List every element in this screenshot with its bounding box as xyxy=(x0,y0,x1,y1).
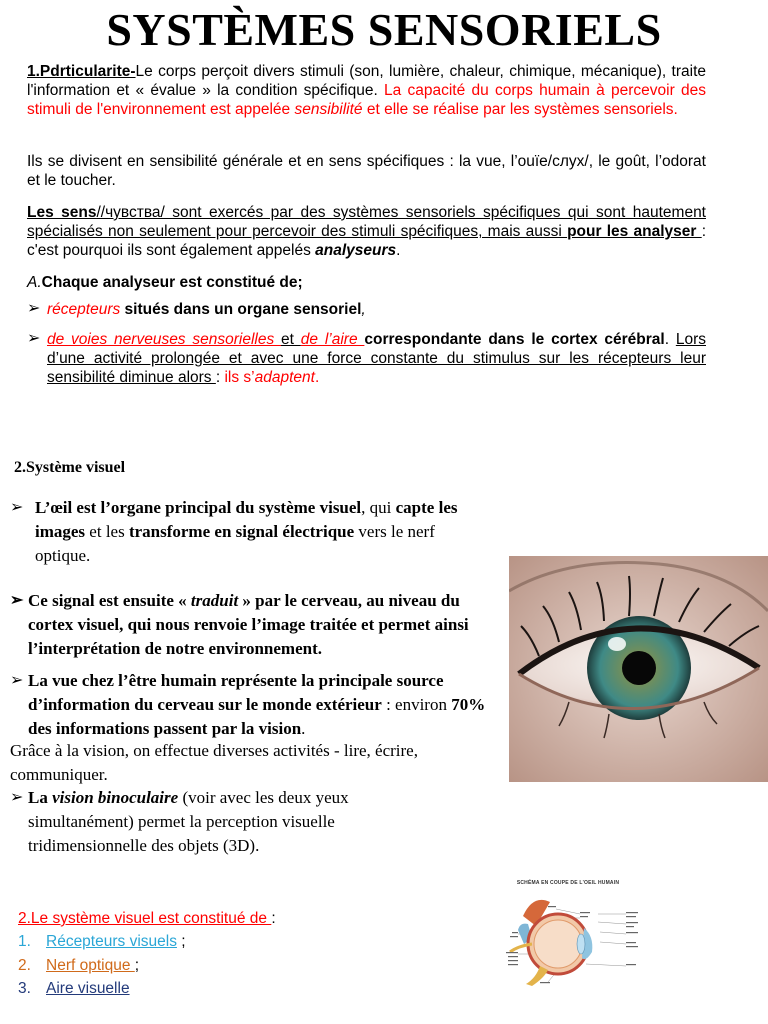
v3-bold-1: La vue chez l’être humain représente la principale source d’information du cerveau sur le monde extérieur xyxy=(28,671,444,714)
p3-text: : c'est pourquoi ils sont également appelés xyxy=(27,223,706,259)
v3-text-2: . xyxy=(301,719,306,738)
analyseur-heading xyxy=(27,273,706,292)
list-item xyxy=(18,979,130,998)
v1-text-1: , qui xyxy=(361,498,396,517)
v1-bold-3: transforme en signal électrique xyxy=(128,522,355,541)
list-item-number: 3. xyxy=(18,980,31,997)
arrow-bullet-icon: ➢ xyxy=(10,672,24,689)
bullet2-underlined: Lors d’une activité prolongée et avec une force constante du stimulus sur les récepteurs leur sensibilité diminue alors xyxy=(47,331,706,386)
v1-bold-2: capte les images xyxy=(35,498,458,541)
bullet2-colon: : xyxy=(215,369,225,386)
bullet-vue xyxy=(10,669,500,741)
arrow-bullet-icon: ➢ xyxy=(10,789,24,806)
p3-underlined: //чувства/ sont exercés par des systèmes sensoriels spécifiques qui sont hautement spécialisés non seulement pour percevoir des stimuli spécifiques, mais aussi xyxy=(27,204,706,240)
paragraph-activites: Grâce à la vision, on effectue diverses activités - lire, écrire, communiquer. xyxy=(10,741,418,784)
diagram-caption: SCHÉMA EN COUPE DE L'OEIL HUMAIN xyxy=(516,880,620,886)
list-item xyxy=(18,932,186,951)
list-item-end: ; xyxy=(176,933,186,950)
link-nerf-optique[interactable]: Nerf optique xyxy=(46,957,135,974)
list-item-number: 2. xyxy=(18,957,31,974)
list-item-end: ; xyxy=(134,957,140,974)
link-aire-visuelle[interactable]: Aire visuelle xyxy=(46,980,130,997)
voies-nerveuses: de voies nerveuses sensorielles xyxy=(47,331,282,348)
list-heading-colon: : xyxy=(271,910,276,927)
v1-bold-1: L’œil est l’organe principal du système visuel xyxy=(35,498,362,517)
p3-dot: . xyxy=(396,242,401,259)
bullet-recepteurs xyxy=(27,300,706,319)
v5-bold: La xyxy=(28,788,53,807)
bullet2-dot: . xyxy=(664,331,670,348)
bullet-oeil xyxy=(10,496,492,568)
vision-binoculaire: vision binoculaire xyxy=(52,788,179,807)
eye-illustration xyxy=(509,556,768,782)
v1-text-3: vers le nerf optique. xyxy=(35,522,435,565)
p3-pour-analyser: pour les analyser xyxy=(567,223,702,240)
list-item-number: 1. xyxy=(18,933,31,950)
p1-text: Le corps perçoit divers stimuli (son, lumière, chaleur, chimique, mécanique), traite l'information et « évalue » la condition spécifique. xyxy=(27,63,706,99)
recepteurs-word: récepteurs xyxy=(47,301,121,318)
p1-red-end: et elle se réalise par les systèmes sensoriels. xyxy=(362,101,678,118)
bullet-binoculaire xyxy=(10,786,410,858)
arrow-bullet-icon: ➢ xyxy=(27,330,41,347)
bullet2-red-dot: . xyxy=(314,369,320,386)
aire-word: de l’aire xyxy=(300,331,365,348)
bullet1-end: , xyxy=(361,301,366,318)
arrow-bullet-icon: ➢ xyxy=(27,300,41,317)
arrow-bullet-icon: ➢ xyxy=(10,499,24,516)
eye-photo xyxy=(509,556,768,782)
arrow-bullet-icon: ➢ xyxy=(10,592,24,609)
link-recepteurs-visuels[interactable]: Récepteurs visuels xyxy=(46,933,177,950)
v3-text-1: : environ xyxy=(381,695,452,714)
v3-bold-2: 70% des informations passent par la vision xyxy=(28,695,486,738)
bullet-voies-nerveuses xyxy=(27,330,706,387)
section-2-title: 2.Système visuel xyxy=(14,459,126,476)
bullet-signal xyxy=(10,589,492,661)
bullet1-bold: situés dans un organe sensoriel xyxy=(120,301,362,318)
analyseur-heading-text: Chaque analyseur est constitué de; xyxy=(41,274,303,291)
paragraph-particularite xyxy=(27,62,706,119)
p1-red-text: La capacité du corps humain à percevoir des stimuli de l'environnement est appelée xyxy=(27,82,706,118)
eye-diagram xyxy=(488,874,648,992)
bullet2-bold: correspondante dans le cortex cérébral xyxy=(364,331,665,348)
bullet2-red-end: ils s’ xyxy=(224,369,255,386)
paragraph-sens: Ils se divisent en sensibilité générale et en sens spécifiques : la vue, l’ouïe/слух/, le goût, l’odorat et le toucher. xyxy=(27,153,706,189)
letter-a: A. xyxy=(27,274,42,291)
list-heading-text: 2.Le système visuel est constitué de xyxy=(18,910,272,927)
p3-les-sens: Les sens xyxy=(27,204,97,221)
paragraph-analyseurs xyxy=(27,203,706,260)
p3-analyseurs: analyseurs xyxy=(315,242,397,259)
traduit-word: traduit xyxy=(190,591,239,610)
p1-red-italic: sensibilité xyxy=(294,101,363,118)
section-1-label: 1.Pdrticularite- xyxy=(27,63,136,80)
bullet2-et: et xyxy=(281,331,301,348)
v1-text-2: et les xyxy=(85,522,129,541)
list-item xyxy=(18,956,139,975)
eye-cross-section-illustration xyxy=(488,874,648,992)
page-title: SYSTÈMES SENSORIELS xyxy=(106,4,662,55)
v2-bold-2: » par le cerveau, au niveau du cortex visuel, qui nous renvoie l’image traitée et permet ainsi l’interprétation de notre environnement. xyxy=(28,591,469,658)
adaptent-word: adaptent xyxy=(254,369,315,386)
v5-text: (voir avec les deux yeux simultanément) permet la perception visuelle tridimensionnelle des objets (3D). xyxy=(28,788,349,855)
v2-bold-1: Ce signal est ensuite « xyxy=(28,591,191,610)
list-heading xyxy=(18,909,276,928)
